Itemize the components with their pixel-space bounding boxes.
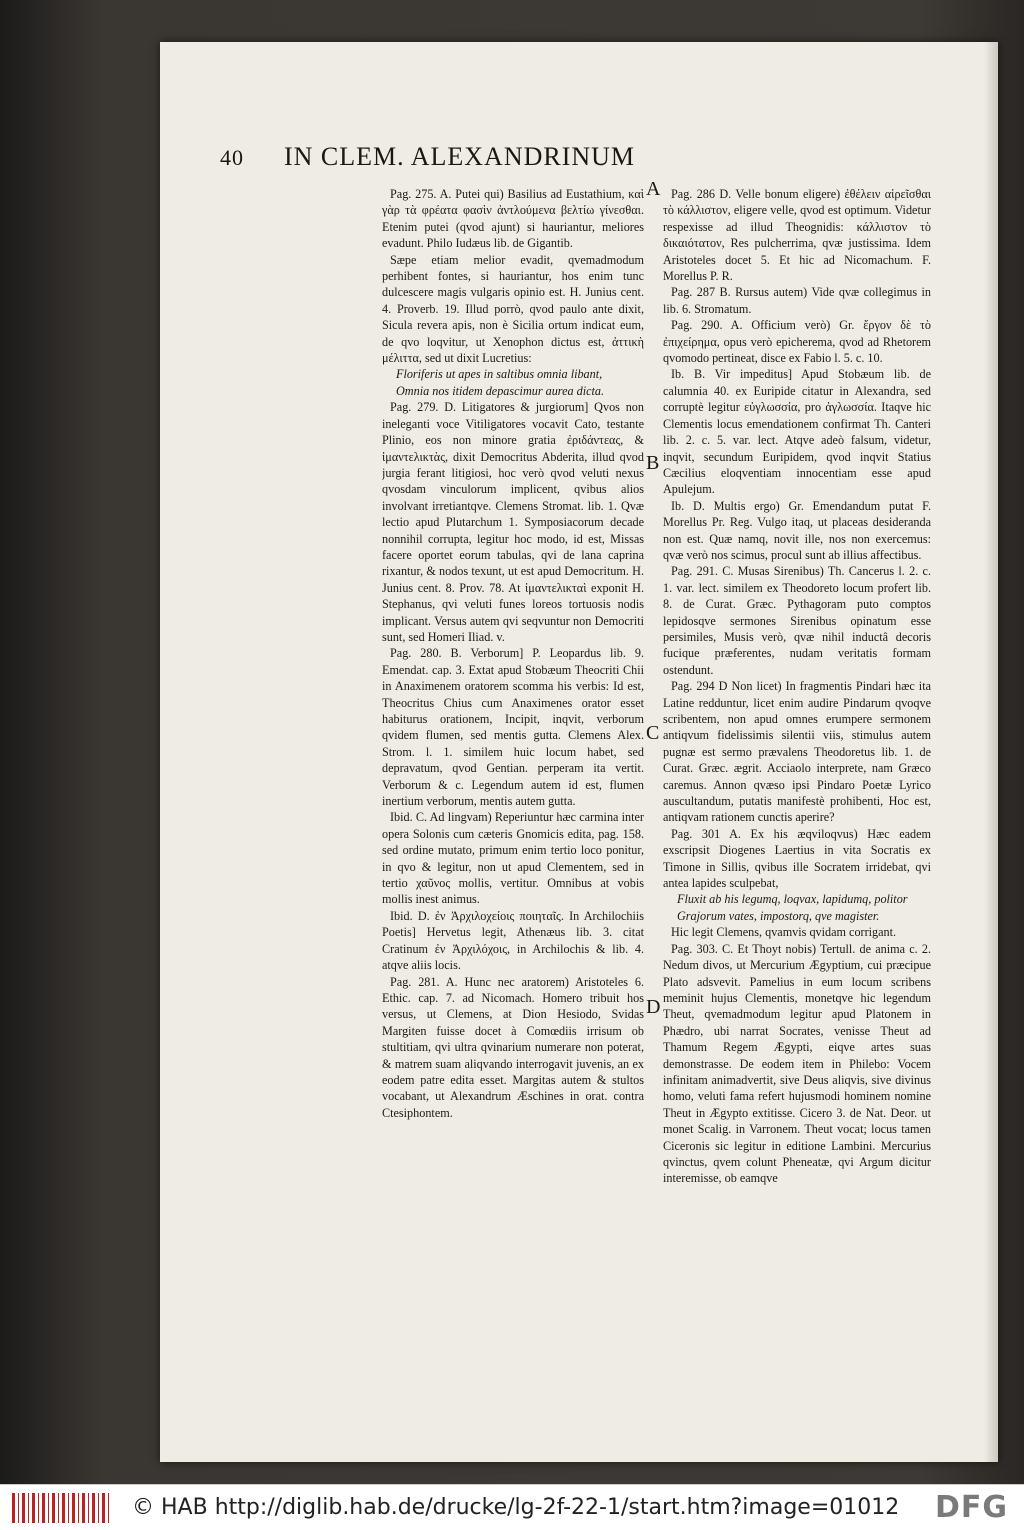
dfg-logo: DFG (934, 1490, 1008, 1525)
paragraph: Pag. 294 D Non licet) In fragmentis Pindari hæc ita Latine redduntur, licet enim audire Pindarum qvoqve scribentem, non apud omnes erumpere sermonem antiqvum fidelissimis silentii viis, stimulus autem pugnæ est sermo prævalens Theodoretus lib. 1. de Curat. Græc. ægrit. Acciaolo interprete, nam Græco caremus. Annon qvæso ipsi Pindaro Poetæ Lyrico auscultandum, putatis manifestè prohibenti, Hoc est, antiqvam rationem cunctis aperire? (663, 679, 931, 825)
verse-line: Fluxit ab his legumq, loqvax, lapidumq, politor (677, 892, 908, 907)
paragraph: Pag. 279. D. Litigatores & jurgiorum] Qvos non ineleganti voce Vitiligatores vocavit Cato, testante Plinio, eos non minore gratia ἐριδάντεας, & ἱμαντελικτὰς, dixit Democritus Abderita, illud qvod jurgia ferant litigiosi, hoc verò qvod veluti nexus qvosdam vinculorum implicent, qvibus alios involvant irretiantqve. Clemens Stromat. lib. 1. Qvæ lectio apud Plutarchum 1. Symposiacorum decade nonnihil corrupta, legitur hoc modo, id est, Missas facere oportet eorum tabulas, qvi de lana caprina rixantur, & nodos texunt, ut est apud Democritum. H. Junius cent. 8. Prov. 78. At ἱμαντελικταὶ exponit H. Stephanus, qvi veluti funes loreos tortuosis nodis implicant. Versus autem qvi seqvuntur non Democriti sunt, sed Homeri Iliad. v. (382, 400, 644, 644)
paragraph: Sæpe etiam melior evadit, qvemadmodum perhibent fontes, si hauriantur, hos enim tunc dulcescere magis vulgaris opinio est. H. Junius cent. 4. Proverb. 19. Illud porrò, qvod paulo ante dixit, Sicula revera apis, non è Sicilia ortum indicat eum, de qvo loqvitur, ut Xenophon dictus est, ἀττικὴ μέλιττα, sed ut dixit Lucretius: (382, 252, 644, 366)
margin-letter-b: B (646, 452, 660, 474)
footer-credit (132, 1495, 899, 1520)
page-number: 40 (220, 145, 244, 170)
paragraph: Pag. 287 B. Rursus autem) Vide qvæ collegimus in lib. 6. Stromatum. (663, 285, 931, 316)
footer-bar (0, 1484, 1024, 1530)
paragraph: Hic legit Clemens, qvamvis qvidam corrigant. (671, 925, 897, 940)
verse-line: Grajorum vates, impostorq, qve magister. (677, 908, 880, 923)
paragraph: Pag. 280. B. Verborum] P. Leopardus lib. 9. Emendat. cap. 3. Extat apud Stobæum Theocriti Chii in Anaximenem oratorem scomma his verbis: Id est, Theocritus Chius cum Anaximenes orator esset habiturus orationem, Incipit, inqvit, verborum qvidem flumen, sed mentis gutta. Clemens Alex. Strom. l. 1. similem huic locum habet, sed depravatum, qvod Gentian. perperam ita vertit. Verborum & c. Legendum autem id est, flumen inertium verborum, mentis autem gutta. (382, 646, 644, 809)
verse-line: Floriferis ut apes in saltibus omnia libant, (396, 367, 603, 382)
source-link[interactable]: http://diglib.hab.de/drucke/lg-2f-22-1/start.htm?image=01012 (214, 1495, 900, 1520)
copyright-text: © HAB (132, 1495, 208, 1520)
margin-letter-c: C (646, 722, 660, 744)
paragraph: Ibid. D. ἐν Ἀρχιλοχείοις ποιηταῖς. In Archilochiis Poetis] Hervetus legit, Athenæus lib. 3. citat Cratinum ἐν Ἀρχιλόχοις, in Archilochis & lib. 4. atqve aliis locis. (382, 908, 644, 973)
verse-line: Omnia nos itidem depascimur aurea dicta. (396, 383, 605, 398)
paragraph: Pag. 275. A. Putei qui) Basilius ad Eustathium, καὶ γὰρ τὰ φρέατα φασὶν ἀντλούμενα βελτίω γίνεσθαι. Etenim putei (qvod ajunt) si hauriantur, meliores evadunt. Philo Iudæus lib. de Gigantib. (382, 187, 644, 251)
running-head (220, 142, 780, 182)
left-column (382, 186, 644, 1306)
margin-letter-d: D (646, 996, 661, 1018)
running-title: IN CLEM. ALEXANDRINUM (284, 142, 636, 171)
paragraph: Pag. 281. A. Hunc nec aratorem) Aristoteles 6. Ethic. cap. 7. ad Nicomach. Homero tribuit hos versus, ut Clemens, at Dion Hesiodo, Svidas Margiten fuisse docet à Comœdiis irrisum ob stultitiam, qvi ultra qvinarium numerare non poterat, & matrem suam aliqvando interrogavit juvenis, an ex eodem patre edita esset. Margitas autem & stultos vocabant, ut Alexandrum Æschines in orat. contra Ctesiphontem. (382, 974, 644, 1120)
hab-barcode-icon (12, 1493, 112, 1523)
paragraph: Pag. 286 D. Velle bonum eligere) ἐθέλειν αἱρεῖσθαι τὸ κάλλιστον, eligere velle, qvod est optimum. Videtur respexisse ad illud Theognidis: κάλλιστον τὸ δικαιότατον, Res pulcherrima, qvæ justissima. Idem Aristoteles docet 5. Et hic ad Nicomachum. F. Morellus P. R. (663, 187, 931, 284)
right-column (663, 186, 931, 1306)
margin-letter-a: A (646, 178, 661, 200)
paragraph: Pag. 303. C. Et Thoyt nobis) Tertull. de anima c. 2. Nedum divos, ut Mercurium Ægyptium, cui præcipue Plato adsvevit. Pamelius in eum locum scribens meminit hujus Clementis, monetqve hic legendum Theut, qvemadmodum legitur apud Platonem in Phædro, ubi narrat Socrates, venisse Theut ad Thamum Regem Ægypti, eiqve artes suas demonstrasse. De eodem item in Philebo: Vocem infinitam animadvertit, sive Deus aliqvis, sive divinus homo, veluti fama refert hujusmodi hominem nomine Theut in Ægypto extitisse. Cicero 3. de Nat. Deor. ut monet Scalig. in Varronem. Theut vocat; locus tamen Ciceronis sic legitur in editione Lambini. Mercurius qvinctus, qvem colunt Pheneatæ, qvi Argum dicitur interemisse, ob eamqve (663, 941, 931, 1186)
paragraph: Pag. 301 A. Ex his æqviloqvus) Hæc eadem exscripsit Diogenes Laertius in vita Socratis ex Timone in Sillis, qvibus ille Socratem irridebat, qvi antea lapides sculpebat, (663, 826, 931, 891)
paragraph: Ibid. C. Ad lingvam) Reperiuntur hæc carmina inter opera Solonis cum cæteris Gnomicis edita, pag. 158. sed ordine mutato, primum enim tertio loco ponitur, in qvo & legitur, non ut apud Clementem, sed in tertio χαῦνος mollis, vertitur. Omnibus at vobis mollis inest animus. (382, 810, 644, 907)
paragraph: Pag. 291. C. Musas Sirenibus) Th. Cancerus l. 2. c. 1. var. lect. similem ex Theodoreto locum profert lib. 8. de Curat. Græc. Pythagoram puto comptos lepidosqve sermones Sirenibus opinatum esse persimiles, Musis verò, qvæ nihil inductâ decoris fucique præferentes, nudam veritatis formam ostendunt. (663, 564, 931, 677)
paragraph: Ib. B. Vir impeditus] Apud Stobæum lib. de calumnia 40. ex Euripide citatur in Alexandra, sed corruptè legitur εὐγλωσσία, pro ἀγλωσσία. Itaqve hic Clementis locus emendationem confirmat Th. Canteri lib. 2. c. 5. var. lect. Atqve adeò falsum, videtur, inqvit, secundum Euripidem, qvod inqvit Statius Cæcilius eloqventiam innocentiam esse apud Apulejum. (663, 367, 931, 497)
paragraph: Pag. 290. A. Officium verò) Gr. ἔργον δὲ τὸ ἐπιχείρημα, opus verò epicherema, qvod ad Rhetorem qvomodo pertineat, disce ex Fabio l. 5. c. 10. (663, 318, 931, 366)
paragraph: Ib. D. Multis ergo) Gr. Emendandum putat F. Morellus Pr. Reg. Vulgo itaq, ut placeas desideranda non est. Quæ namq, novit ille, nos non exercemus: qvæ verò nos scimus, procul sunt ab illius affectibus. (663, 498, 931, 562)
